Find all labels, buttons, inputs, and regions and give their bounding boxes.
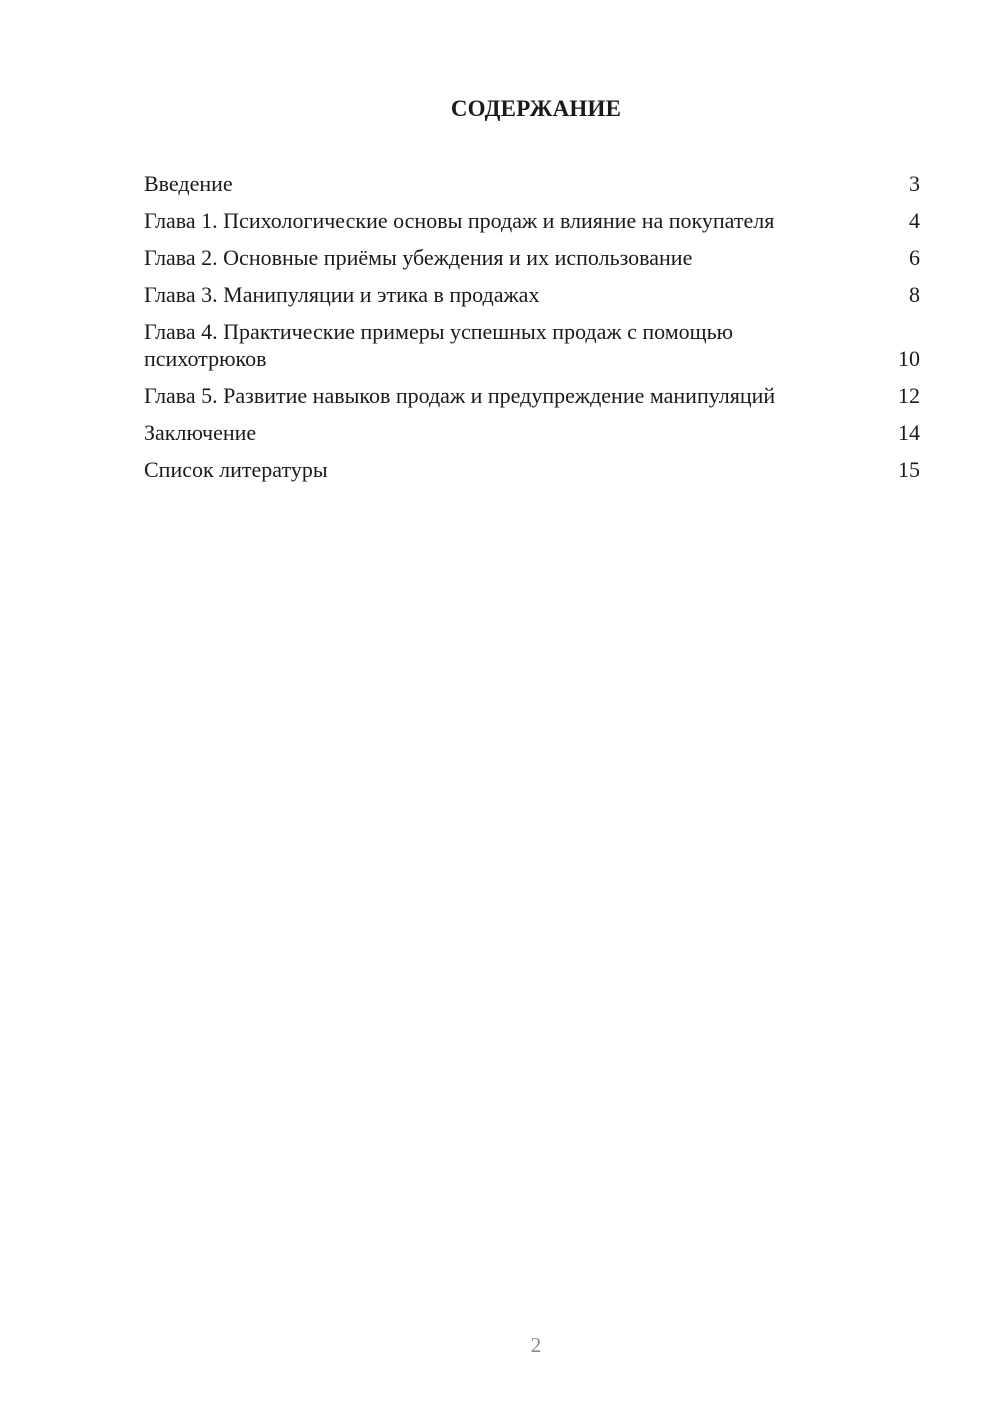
toc-entry[interactable] xyxy=(144,382,920,409)
toc-entry-title: Введение xyxy=(144,171,233,196)
page-number: 2 xyxy=(530,1333,542,1357)
toc-entry[interactable] xyxy=(144,207,920,234)
toc-entry[interactable] xyxy=(144,281,920,308)
toc-entry-title: Глава 2. Основные приёмы убеждения и их использование xyxy=(144,245,693,270)
toc-entry-page: 12 xyxy=(898,383,920,408)
toc-entry-page: 14 xyxy=(898,420,920,445)
toc-entry-title: Глава 4. Практические примеры успешных продаж с помощью психотрюков xyxy=(144,319,734,371)
toc-entry-page: 10 xyxy=(898,346,920,371)
toc-entry-page: 15 xyxy=(898,457,920,482)
toc-entry-title: Заключение xyxy=(144,420,257,445)
toc-list xyxy=(144,170,920,493)
toc-title: СОДЕРЖАНИЕ xyxy=(450,96,622,121)
toc-entry[interactable] xyxy=(144,170,920,197)
toc-entry-title: Глава 1. Психологические основы продаж и влияние на покупателя xyxy=(144,208,775,233)
toc-entry[interactable] xyxy=(144,456,920,483)
toc-entry-title: Глава 5. Развитие навыков продаж и предупреждение манипуляций xyxy=(144,383,776,408)
toc-entry[interactable] xyxy=(144,419,920,446)
toc-entry-page: 3 xyxy=(909,171,920,196)
toc-entry-title: Глава 3. Манипуляции и этика в продажах xyxy=(144,282,540,307)
toc-entry-title: Список литературы xyxy=(144,457,328,482)
toc-entry-page: 4 xyxy=(909,208,920,233)
toc-entry-page: 8 xyxy=(909,282,920,307)
toc-entry[interactable] xyxy=(144,318,920,372)
toc-entry[interactable] xyxy=(144,244,920,271)
toc-entry-page: 6 xyxy=(909,245,920,270)
